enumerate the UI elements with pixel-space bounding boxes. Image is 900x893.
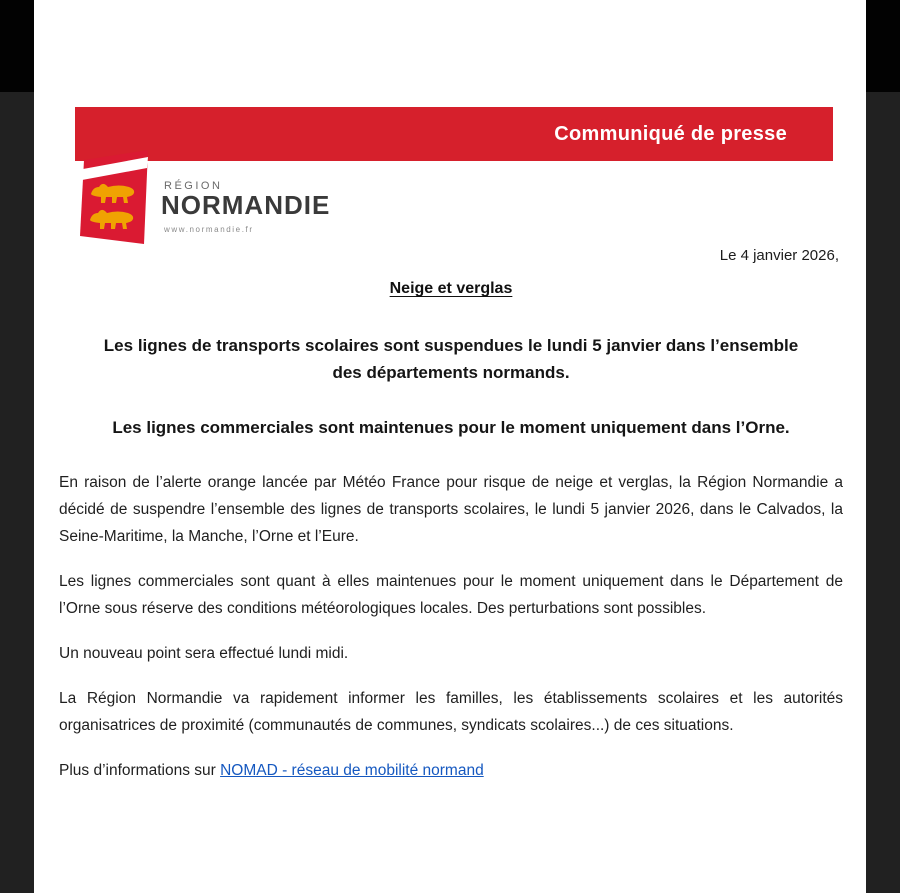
logo-region-name: NORMANDIE [161,190,331,220]
press-release-document [59,0,843,784]
nomad-link[interactable]: NOMAD - réseau de mobilité normand [220,762,484,779]
body-paragraph: Les lignes commerciales sont quant à elles maintenues pour le moment uniquement dans le Département de l’Orne sous réserve des conditions météorologiques locales. Des perturbations sont possibles. [59,573,843,617]
logo-website: www.normandie.fr [164,225,254,235]
body-paragraph: Un nouveau point sera effectué lundi midi. [59,645,349,662]
top-left-dark-corner [0,0,34,92]
body-paragraph: La Région Normandie va rapidement informer les familles, les établissements scolaires et les autorités organisatrices de proximité (communautés de communes, syndicats scolaires...) de ces situations. [59,690,843,734]
more-info-line [59,757,843,784]
logo-region-label: RÉGION [164,180,223,192]
right-dark-edge [866,0,900,893]
left-dark-edge [0,0,34,893]
date-line: Le 4 janvier 2026, [719,247,839,264]
press-release-title: Neige et verglas [389,280,513,297]
subhead-commercial-lines: Les lignes commerciales sont maintenues pour le moment uniquement dans l’Orne. [112,418,790,437]
subhead-school-lines: Les lignes de transports scolaires sont suspendues le lundi 5 janvier dans l’ensemble des départements normands. [103,336,799,382]
more-info-prefix: Plus d’informations sur [59,762,221,779]
body-paragraph: En raison de l’alerte orange lancée par Météo France pour risque de neige et verglas, la Région Normandie a décidé de suspendre l’ensemble des lignes de transports scolaires, le lundi 5 janvier 2026, dans le Calvados, la Seine-Maritime, la Manche, l’Orne et l’Eure. [59,474,843,545]
banner-title: Communiqué de presse [554,122,787,145]
top-right-dark-corner [866,0,900,92]
